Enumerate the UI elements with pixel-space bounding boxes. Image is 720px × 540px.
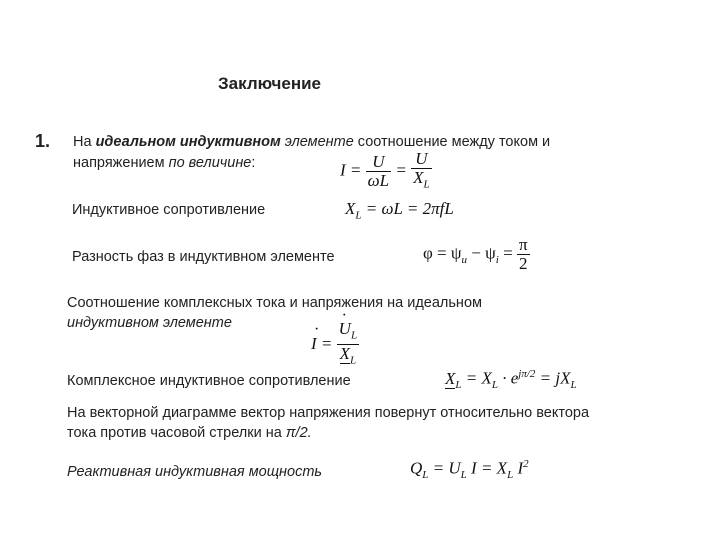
intro-line-1 <box>73 133 550 152</box>
intro-prefix: На <box>73 134 96 150</box>
vector-diagram-line-1: На векторной диаграмме вектор напряжения повернут относительно вектора <box>67 405 590 421</box>
intro2-prefix: напряжением <box>73 155 169 171</box>
formula-complex-current: · I = · $\frac{U_L}{X_L}$ <box>311 320 359 370</box>
intro-line-2 <box>73 154 255 173</box>
complex-resistance-label: Комплексное индуктивное сопротивление <box>67 373 351 389</box>
formula-inductive-resistance: $X_L = \omega L = 2\pi fL$ <box>345 199 454 222</box>
intro-rest: соотношение между током и <box>353 134 551 150</box>
vector-line2-prefix: тока против часовой стрелки на <box>67 425 286 441</box>
formula-reactive-power: $Q_L = U_L$ $I = X_L$ $I^2$ <box>410 458 529 482</box>
reactive-power-label: Реактивная индуктивная мощность <box>67 464 323 480</box>
inductive-resistance-label: Индуктивное сопротивление <box>72 202 266 218</box>
phase-difference-label: Разность фаз в индуктивном элементе <box>72 249 335 265</box>
intro2-suffix: : <box>251 155 256 171</box>
complex-relation-line-2: индуктивном элементе <box>67 315 232 331</box>
vector-line2-value: π/2. <box>285 425 312 441</box>
page-title: Заключение <box>218 74 321 93</box>
item-number: 1. <box>35 131 51 151</box>
formula-phase-difference: $\varphi = \psi_u - \psi_i$ = $\frac{\pi}{2}$ <box>423 235 528 273</box>
formula-magnitude: I = $\frac{U}{\omega L}$ = $\frac{U}{X_L}$ <box>340 150 432 193</box>
intro-bold-italic: идеальном индуктивном <box>95 134 281 150</box>
intro-italic: элементе <box>280 134 354 150</box>
complex-relation-line-1: Соотношение комплексных тока и напряжения на идеальном <box>67 295 482 311</box>
formula-complex-resistance: $X_L = X_L \cdot e^{j\pi/2} = jX_L$ <box>445 368 577 392</box>
intro2-italic: по величине <box>168 155 252 171</box>
vector-diagram-line-2 <box>67 424 312 443</box>
